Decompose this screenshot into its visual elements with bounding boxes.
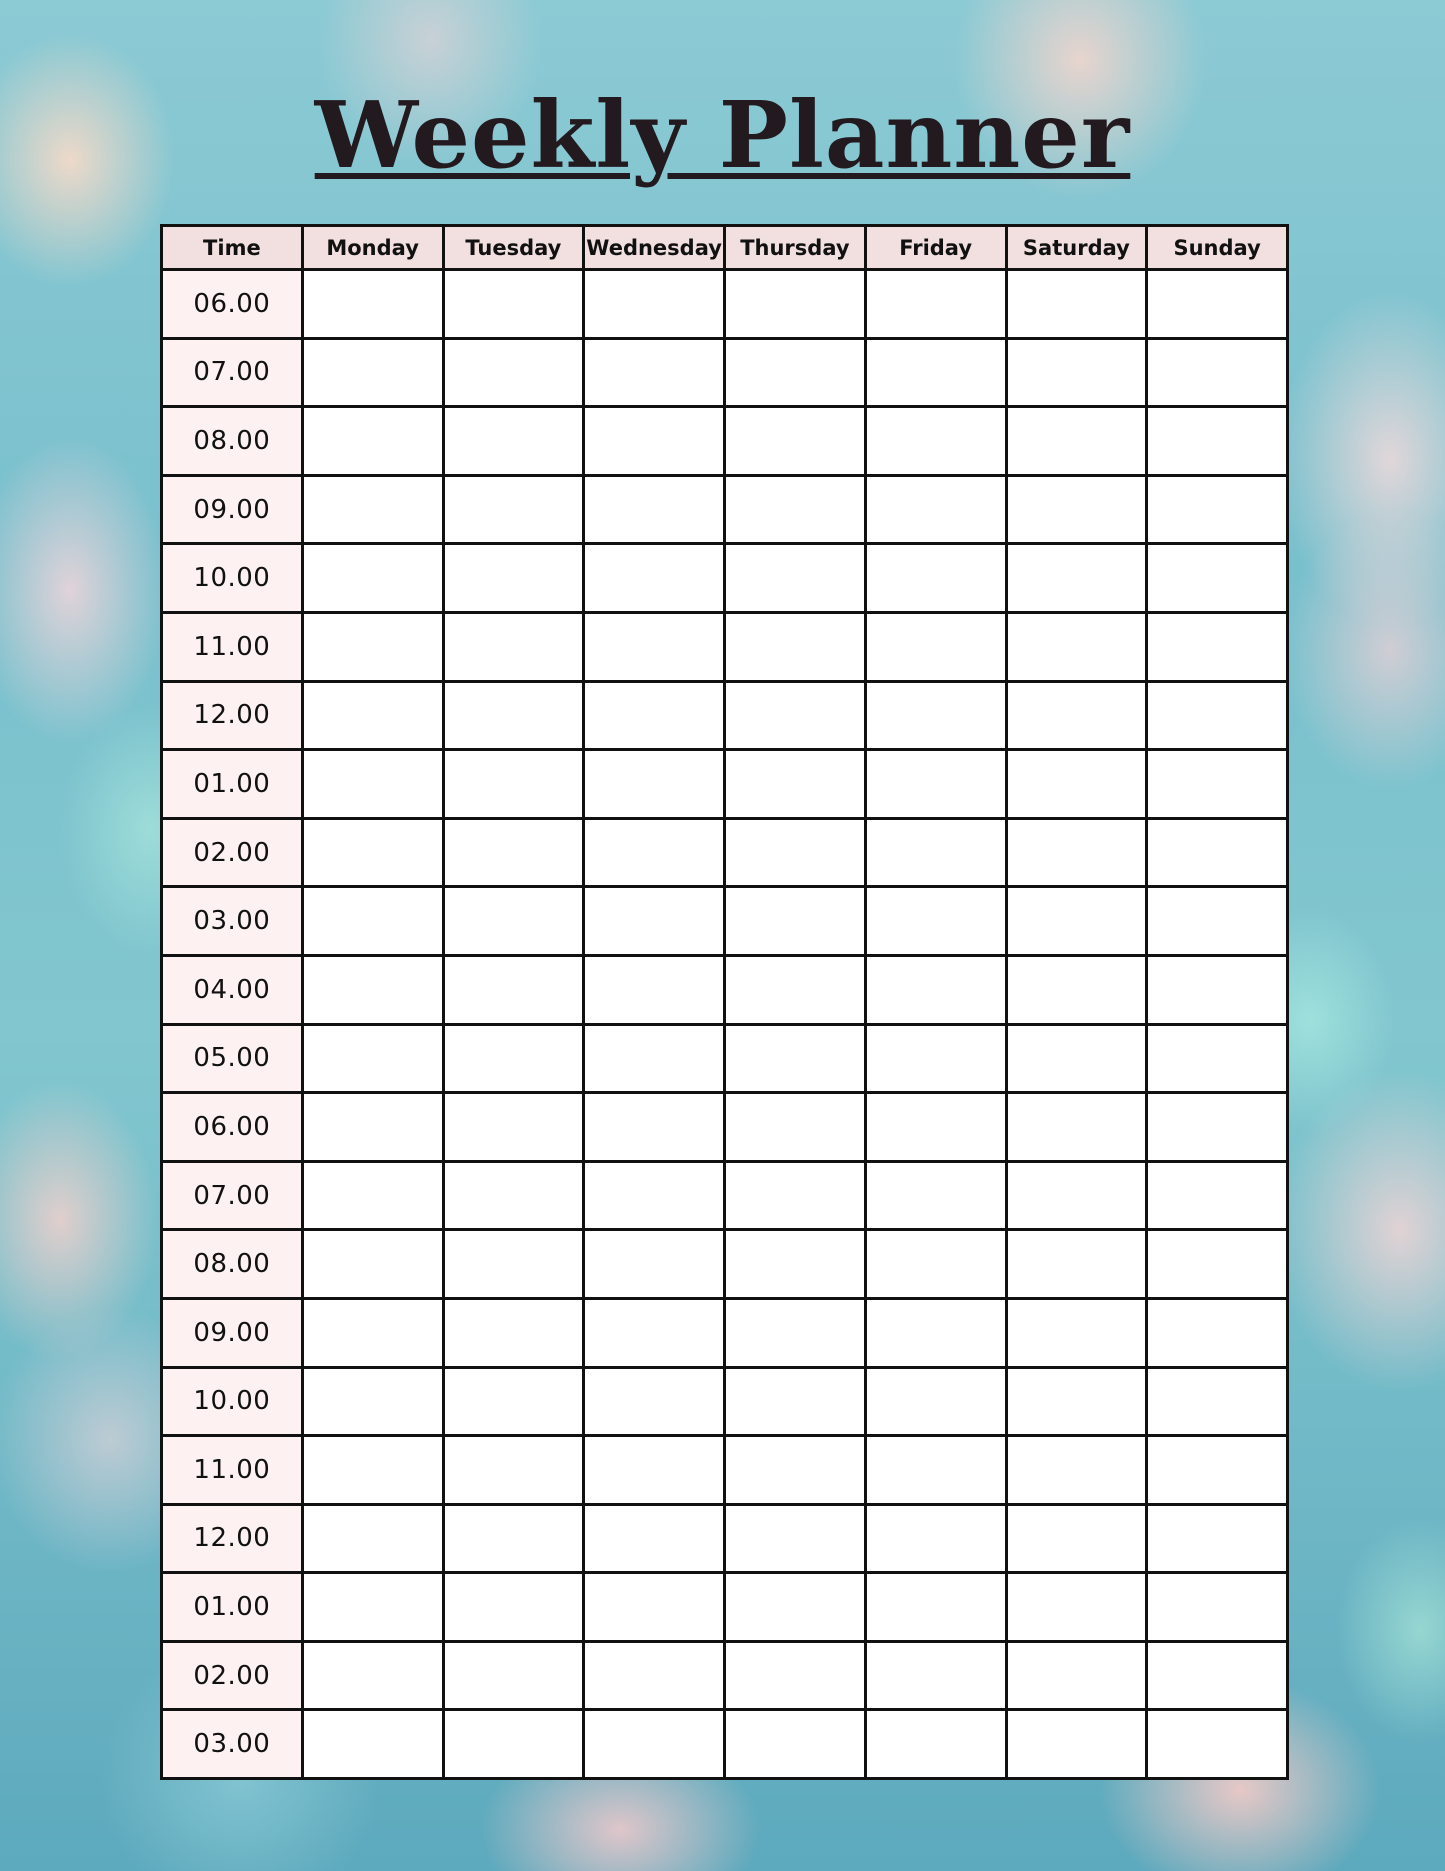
time-label: 01.00 (162, 750, 303, 819)
time-label: 08.00 (162, 1230, 303, 1299)
cell-friday[interactable] (865, 1436, 1006, 1505)
cell-monday[interactable] (302, 1024, 443, 1093)
cell-sunday[interactable] (1147, 1093, 1288, 1162)
time-row (162, 887, 1288, 956)
cell-saturday[interactable] (1006, 544, 1147, 613)
time-label: 06.00 (162, 270, 303, 339)
cell-tuesday[interactable] (443, 1710, 584, 1779)
cell-saturday[interactable] (1006, 1573, 1147, 1642)
cell-tuesday[interactable] (443, 1436, 584, 1505)
cell-sunday[interactable] (1147, 750, 1288, 819)
cell-monday[interactable] (302, 407, 443, 476)
cell-tuesday[interactable] (443, 407, 584, 476)
cell-friday[interactable] (865, 955, 1006, 1024)
cell-tuesday[interactable] (443, 955, 584, 1024)
time-row (162, 1504, 1288, 1573)
cell-monday[interactable] (302, 1504, 443, 1573)
cell-saturday[interactable] (1006, 475, 1147, 544)
cell-sunday[interactable] (1147, 1230, 1288, 1299)
title-text: Weekly Planner (314, 81, 1131, 189)
cell-tuesday[interactable] (443, 1093, 584, 1162)
cell-thursday[interactable] (725, 407, 866, 476)
planner-table (160, 224, 1289, 1780)
header-time: Time (162, 226, 303, 270)
cell-thursday[interactable] (725, 612, 866, 681)
time-row (162, 1641, 1288, 1710)
time-row (162, 1093, 1288, 1162)
time-label: 07.00 (162, 338, 303, 407)
time-label: 09.00 (162, 1298, 303, 1367)
time-label: 02.00 (162, 818, 303, 887)
cell-sunday[interactable] (1147, 681, 1288, 750)
cell-thursday[interactable] (725, 1298, 866, 1367)
cell-tuesday[interactable] (443, 270, 584, 339)
cell-thursday[interactable] (725, 955, 866, 1024)
cell-friday[interactable] (865, 270, 1006, 339)
cell-monday[interactable] (302, 1573, 443, 1642)
cell-tuesday[interactable] (443, 475, 584, 544)
cell-tuesday[interactable] (443, 1024, 584, 1093)
cell-thursday[interactable] (725, 1024, 866, 1093)
cell-tuesday[interactable] (443, 1641, 584, 1710)
time-row (162, 1024, 1288, 1093)
cell-friday[interactable] (865, 681, 1006, 750)
cell-friday[interactable] (865, 750, 1006, 819)
time-label: 02.00 (162, 1641, 303, 1710)
cell-saturday[interactable] (1006, 887, 1147, 956)
cell-wednesday[interactable] (584, 1710, 725, 1779)
time-row (162, 407, 1288, 476)
cell-wednesday[interactable] (584, 544, 725, 613)
cell-tuesday[interactable] (443, 1230, 584, 1299)
cell-monday[interactable] (302, 1436, 443, 1505)
time-row (162, 475, 1288, 544)
cell-thursday[interactable] (725, 270, 866, 339)
time-label: 10.00 (162, 544, 303, 613)
cell-saturday[interactable] (1006, 681, 1147, 750)
cell-friday[interactable] (865, 1298, 1006, 1367)
time-row (162, 338, 1288, 407)
time-label: 05.00 (162, 1024, 303, 1093)
cell-monday[interactable] (302, 544, 443, 613)
cell-saturday[interactable] (1006, 1024, 1147, 1093)
cell-wednesday[interactable] (584, 1573, 725, 1642)
cell-sunday[interactable] (1147, 1436, 1288, 1505)
cell-monday[interactable] (302, 612, 443, 681)
planner-body (162, 270, 1288, 1779)
header-thursday: Thursday (725, 226, 866, 270)
cell-thursday[interactable] (725, 681, 866, 750)
time-row (162, 818, 1288, 887)
header-monday: Monday (302, 226, 443, 270)
cell-friday[interactable] (865, 1093, 1006, 1162)
cell-friday[interactable] (865, 1710, 1006, 1779)
cell-wednesday[interactable] (584, 1161, 725, 1230)
cell-wednesday[interactable] (584, 1230, 725, 1299)
cell-saturday[interactable] (1006, 1367, 1147, 1436)
time-row (162, 544, 1288, 613)
cell-thursday[interactable] (725, 1710, 866, 1779)
cell-friday[interactable] (865, 338, 1006, 407)
cell-saturday[interactable] (1006, 1504, 1147, 1573)
cell-monday[interactable] (302, 750, 443, 819)
cell-sunday[interactable] (1147, 1573, 1288, 1642)
cell-wednesday[interactable] (584, 407, 725, 476)
cell-friday[interactable] (865, 1024, 1006, 1093)
cell-monday[interactable] (302, 1093, 443, 1162)
time-label: 06.00 (162, 1093, 303, 1162)
cell-wednesday[interactable] (584, 681, 725, 750)
cell-thursday[interactable] (725, 1161, 866, 1230)
cell-tuesday[interactable] (443, 1367, 584, 1436)
cell-saturday[interactable] (1006, 1710, 1147, 1779)
cell-sunday[interactable] (1147, 1504, 1288, 1573)
header-sunday: Sunday (1147, 226, 1288, 270)
cell-thursday[interactable] (725, 1093, 866, 1162)
cell-sunday[interactable] (1147, 1161, 1288, 1230)
cell-tuesday[interactable] (443, 1573, 584, 1642)
cell-sunday[interactable] (1147, 887, 1288, 956)
page-title (0, 80, 1445, 190)
cell-wednesday[interactable] (584, 887, 725, 956)
cell-sunday[interactable] (1147, 818, 1288, 887)
cell-wednesday[interactable] (584, 475, 725, 544)
cell-thursday[interactable] (725, 1367, 866, 1436)
cell-saturday[interactable] (1006, 1436, 1147, 1505)
cell-thursday[interactable] (725, 887, 866, 956)
cell-tuesday[interactable] (443, 612, 584, 681)
cell-friday[interactable] (865, 1367, 1006, 1436)
time-row (162, 1367, 1288, 1436)
time-row (162, 1230, 1288, 1299)
cell-saturday[interactable] (1006, 818, 1147, 887)
time-row (162, 681, 1288, 750)
header-saturday: Saturday (1006, 226, 1147, 270)
cell-saturday[interactable] (1006, 955, 1147, 1024)
time-row (162, 955, 1288, 1024)
cell-friday[interactable] (865, 612, 1006, 681)
cell-saturday[interactable] (1006, 338, 1147, 407)
time-row (162, 1298, 1288, 1367)
cell-saturday[interactable] (1006, 750, 1147, 819)
time-label: 04.00 (162, 955, 303, 1024)
cell-tuesday[interactable] (443, 681, 584, 750)
cell-monday[interactable] (302, 818, 443, 887)
cell-wednesday[interactable] (584, 612, 725, 681)
cell-sunday[interactable] (1147, 407, 1288, 476)
cell-thursday[interactable] (725, 1641, 866, 1710)
cell-wednesday[interactable] (584, 1024, 725, 1093)
cell-sunday[interactable] (1147, 475, 1288, 544)
cell-monday[interactable] (302, 475, 443, 544)
cell-thursday[interactable] (725, 750, 866, 819)
cell-thursday[interactable] (725, 1230, 866, 1299)
cell-wednesday[interactable] (584, 338, 725, 407)
cell-thursday[interactable] (725, 1573, 866, 1642)
time-label: 12.00 (162, 681, 303, 750)
cell-saturday[interactable] (1006, 1161, 1147, 1230)
cell-sunday[interactable] (1147, 1024, 1288, 1093)
cell-monday[interactable] (302, 1641, 443, 1710)
cell-wednesday[interactable] (584, 1093, 725, 1162)
cell-tuesday[interactable] (443, 1161, 584, 1230)
cell-friday[interactable] (865, 1641, 1006, 1710)
cell-sunday[interactable] (1147, 338, 1288, 407)
cell-sunday[interactable] (1147, 955, 1288, 1024)
cell-saturday[interactable] (1006, 1298, 1147, 1367)
cell-tuesday[interactable] (443, 750, 584, 819)
time-label: 03.00 (162, 1710, 303, 1779)
cell-tuesday[interactable] (443, 818, 584, 887)
time-label: 03.00 (162, 887, 303, 956)
time-label: 10.00 (162, 1367, 303, 1436)
cell-monday[interactable] (302, 887, 443, 956)
time-label: 11.00 (162, 1436, 303, 1505)
time-row (162, 1161, 1288, 1230)
time-label: 11.00 (162, 612, 303, 681)
header-wednesday: Wednesday (584, 226, 725, 270)
cell-sunday[interactable] (1147, 1367, 1288, 1436)
cell-monday[interactable] (302, 681, 443, 750)
cell-friday[interactable] (865, 407, 1006, 476)
cell-friday[interactable] (865, 1161, 1006, 1230)
cell-saturday[interactable] (1006, 1093, 1147, 1162)
cell-monday[interactable] (302, 1710, 443, 1779)
cell-monday[interactable] (302, 955, 443, 1024)
cell-friday[interactable] (865, 544, 1006, 613)
cell-friday[interactable] (865, 1230, 1006, 1299)
cell-tuesday[interactable] (443, 1504, 584, 1573)
cell-tuesday[interactable] (443, 1298, 584, 1367)
cell-tuesday[interactable] (443, 338, 584, 407)
cell-friday[interactable] (865, 887, 1006, 956)
cell-thursday[interactable] (725, 544, 866, 613)
cell-friday[interactable] (865, 1573, 1006, 1642)
time-label: 09.00 (162, 475, 303, 544)
cell-saturday[interactable] (1006, 270, 1147, 339)
cell-thursday[interactable] (725, 1504, 866, 1573)
cell-wednesday[interactable] (584, 270, 725, 339)
cell-thursday[interactable] (725, 1436, 866, 1505)
cell-thursday[interactable] (725, 475, 866, 544)
cell-sunday[interactable] (1147, 1298, 1288, 1367)
time-label: 01.00 (162, 1573, 303, 1642)
cell-sunday[interactable] (1147, 544, 1288, 613)
cell-sunday[interactable] (1147, 270, 1288, 339)
cell-saturday[interactable] (1006, 1641, 1147, 1710)
time-label: 07.00 (162, 1161, 303, 1230)
cell-wednesday[interactable] (584, 1641, 725, 1710)
cell-monday[interactable] (302, 270, 443, 339)
time-row (162, 1436, 1288, 1505)
time-label: 08.00 (162, 407, 303, 476)
time-label: 12.00 (162, 1504, 303, 1573)
cell-sunday[interactable] (1147, 612, 1288, 681)
cell-tuesday[interactable] (443, 887, 584, 956)
cell-tuesday[interactable] (443, 544, 584, 613)
cell-thursday[interactable] (725, 818, 866, 887)
cell-friday[interactable] (865, 818, 1006, 887)
cell-wednesday[interactable] (584, 1504, 725, 1573)
time-row (162, 270, 1288, 339)
cell-wednesday[interactable] (584, 1367, 725, 1436)
cell-saturday[interactable] (1006, 407, 1147, 476)
cell-wednesday[interactable] (584, 1298, 725, 1367)
cell-friday[interactable] (865, 475, 1006, 544)
header-row (162, 226, 1288, 270)
cell-sunday[interactable] (1147, 1710, 1288, 1779)
cell-saturday[interactable] (1006, 612, 1147, 681)
cell-monday[interactable] (302, 1298, 443, 1367)
time-row (162, 750, 1288, 819)
cell-wednesday[interactable] (584, 1436, 725, 1505)
time-row (162, 1710, 1288, 1779)
header-tuesday: Tuesday (443, 226, 584, 270)
time-row (162, 1573, 1288, 1642)
time-row (162, 612, 1288, 681)
cell-monday[interactable] (302, 1161, 443, 1230)
cell-monday[interactable] (302, 1367, 443, 1436)
header-friday: Friday (865, 226, 1006, 270)
cell-wednesday[interactable] (584, 818, 725, 887)
cell-wednesday[interactable] (584, 955, 725, 1024)
cell-saturday[interactable] (1006, 1230, 1147, 1299)
cell-wednesday[interactable] (584, 750, 725, 819)
cell-friday[interactable] (865, 1504, 1006, 1573)
cell-monday[interactable] (302, 1230, 443, 1299)
cell-sunday[interactable] (1147, 1641, 1288, 1710)
cell-thursday[interactable] (725, 338, 866, 407)
cell-monday[interactable] (302, 338, 443, 407)
